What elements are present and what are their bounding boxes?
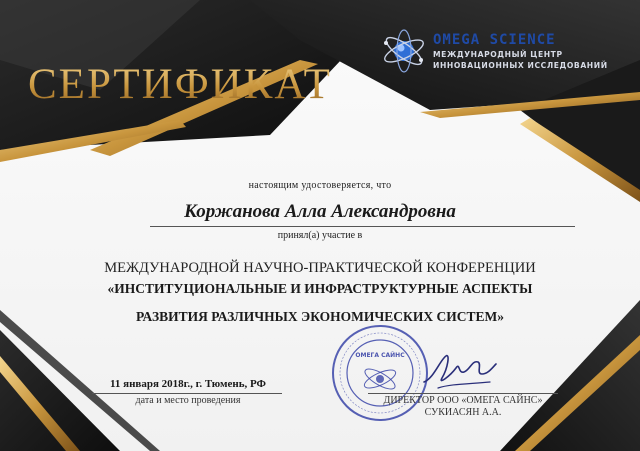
event-type: МЕЖДУНАРОДНОЙ НАУЧНО-ПРАКТИЧЕСКОЙ КОНФЕРЕНЦИИ	[104, 260, 536, 276]
certify-text: настоящим удостоверяется, что	[248, 180, 392, 191]
director-underline	[368, 393, 558, 394]
name-underline	[150, 226, 575, 227]
organization-logo	[380, 26, 620, 76]
logo-name: OMEGA SCIENCE	[433, 32, 556, 48]
certificate-title: СЕРТИФИКАТ	[28, 61, 332, 108]
conference-title-line1: «ИНСТИТУЦИОНАЛЬНЫЕ И ИНФРАСТРУКТУРНЫЕ АСПЕКТЫ	[107, 281, 533, 296]
director-signature	[420, 348, 500, 394]
logo-subtitle-line1: МЕЖДУНАРОДНЫЙ ЦЕНТР	[433, 50, 563, 59]
event-date-place: 11 января 2018г., г. Тюмень, РФ	[109, 378, 266, 390]
conference-title-line2: РАЗВИТИЯ РАЗЛИЧНЫХ ЭКОНОМИЧЕСКИХ СИСТЕМ»	[136, 309, 504, 324]
stamp-text: ОМЕГА САЙНС	[355, 352, 405, 359]
director-caption: ДИРЕКТОР ООО «ОМЕГА САЙНС»	[383, 395, 543, 406]
date-place-caption: дата и место проведения	[135, 395, 241, 406]
date-underline	[92, 393, 282, 394]
participation-text: принял(а) участие в	[277, 230, 363, 241]
director-name: СУКИАСЯН А.А.	[424, 407, 502, 418]
recipient-name: Коржанова Алла Александровна	[184, 201, 456, 222]
atom-globe-icon	[380, 26, 428, 76]
logo-subtitle-line2: ИННОВАЦИОННЫХ ИССЛЕДОВАНИЙ	[433, 61, 608, 70]
